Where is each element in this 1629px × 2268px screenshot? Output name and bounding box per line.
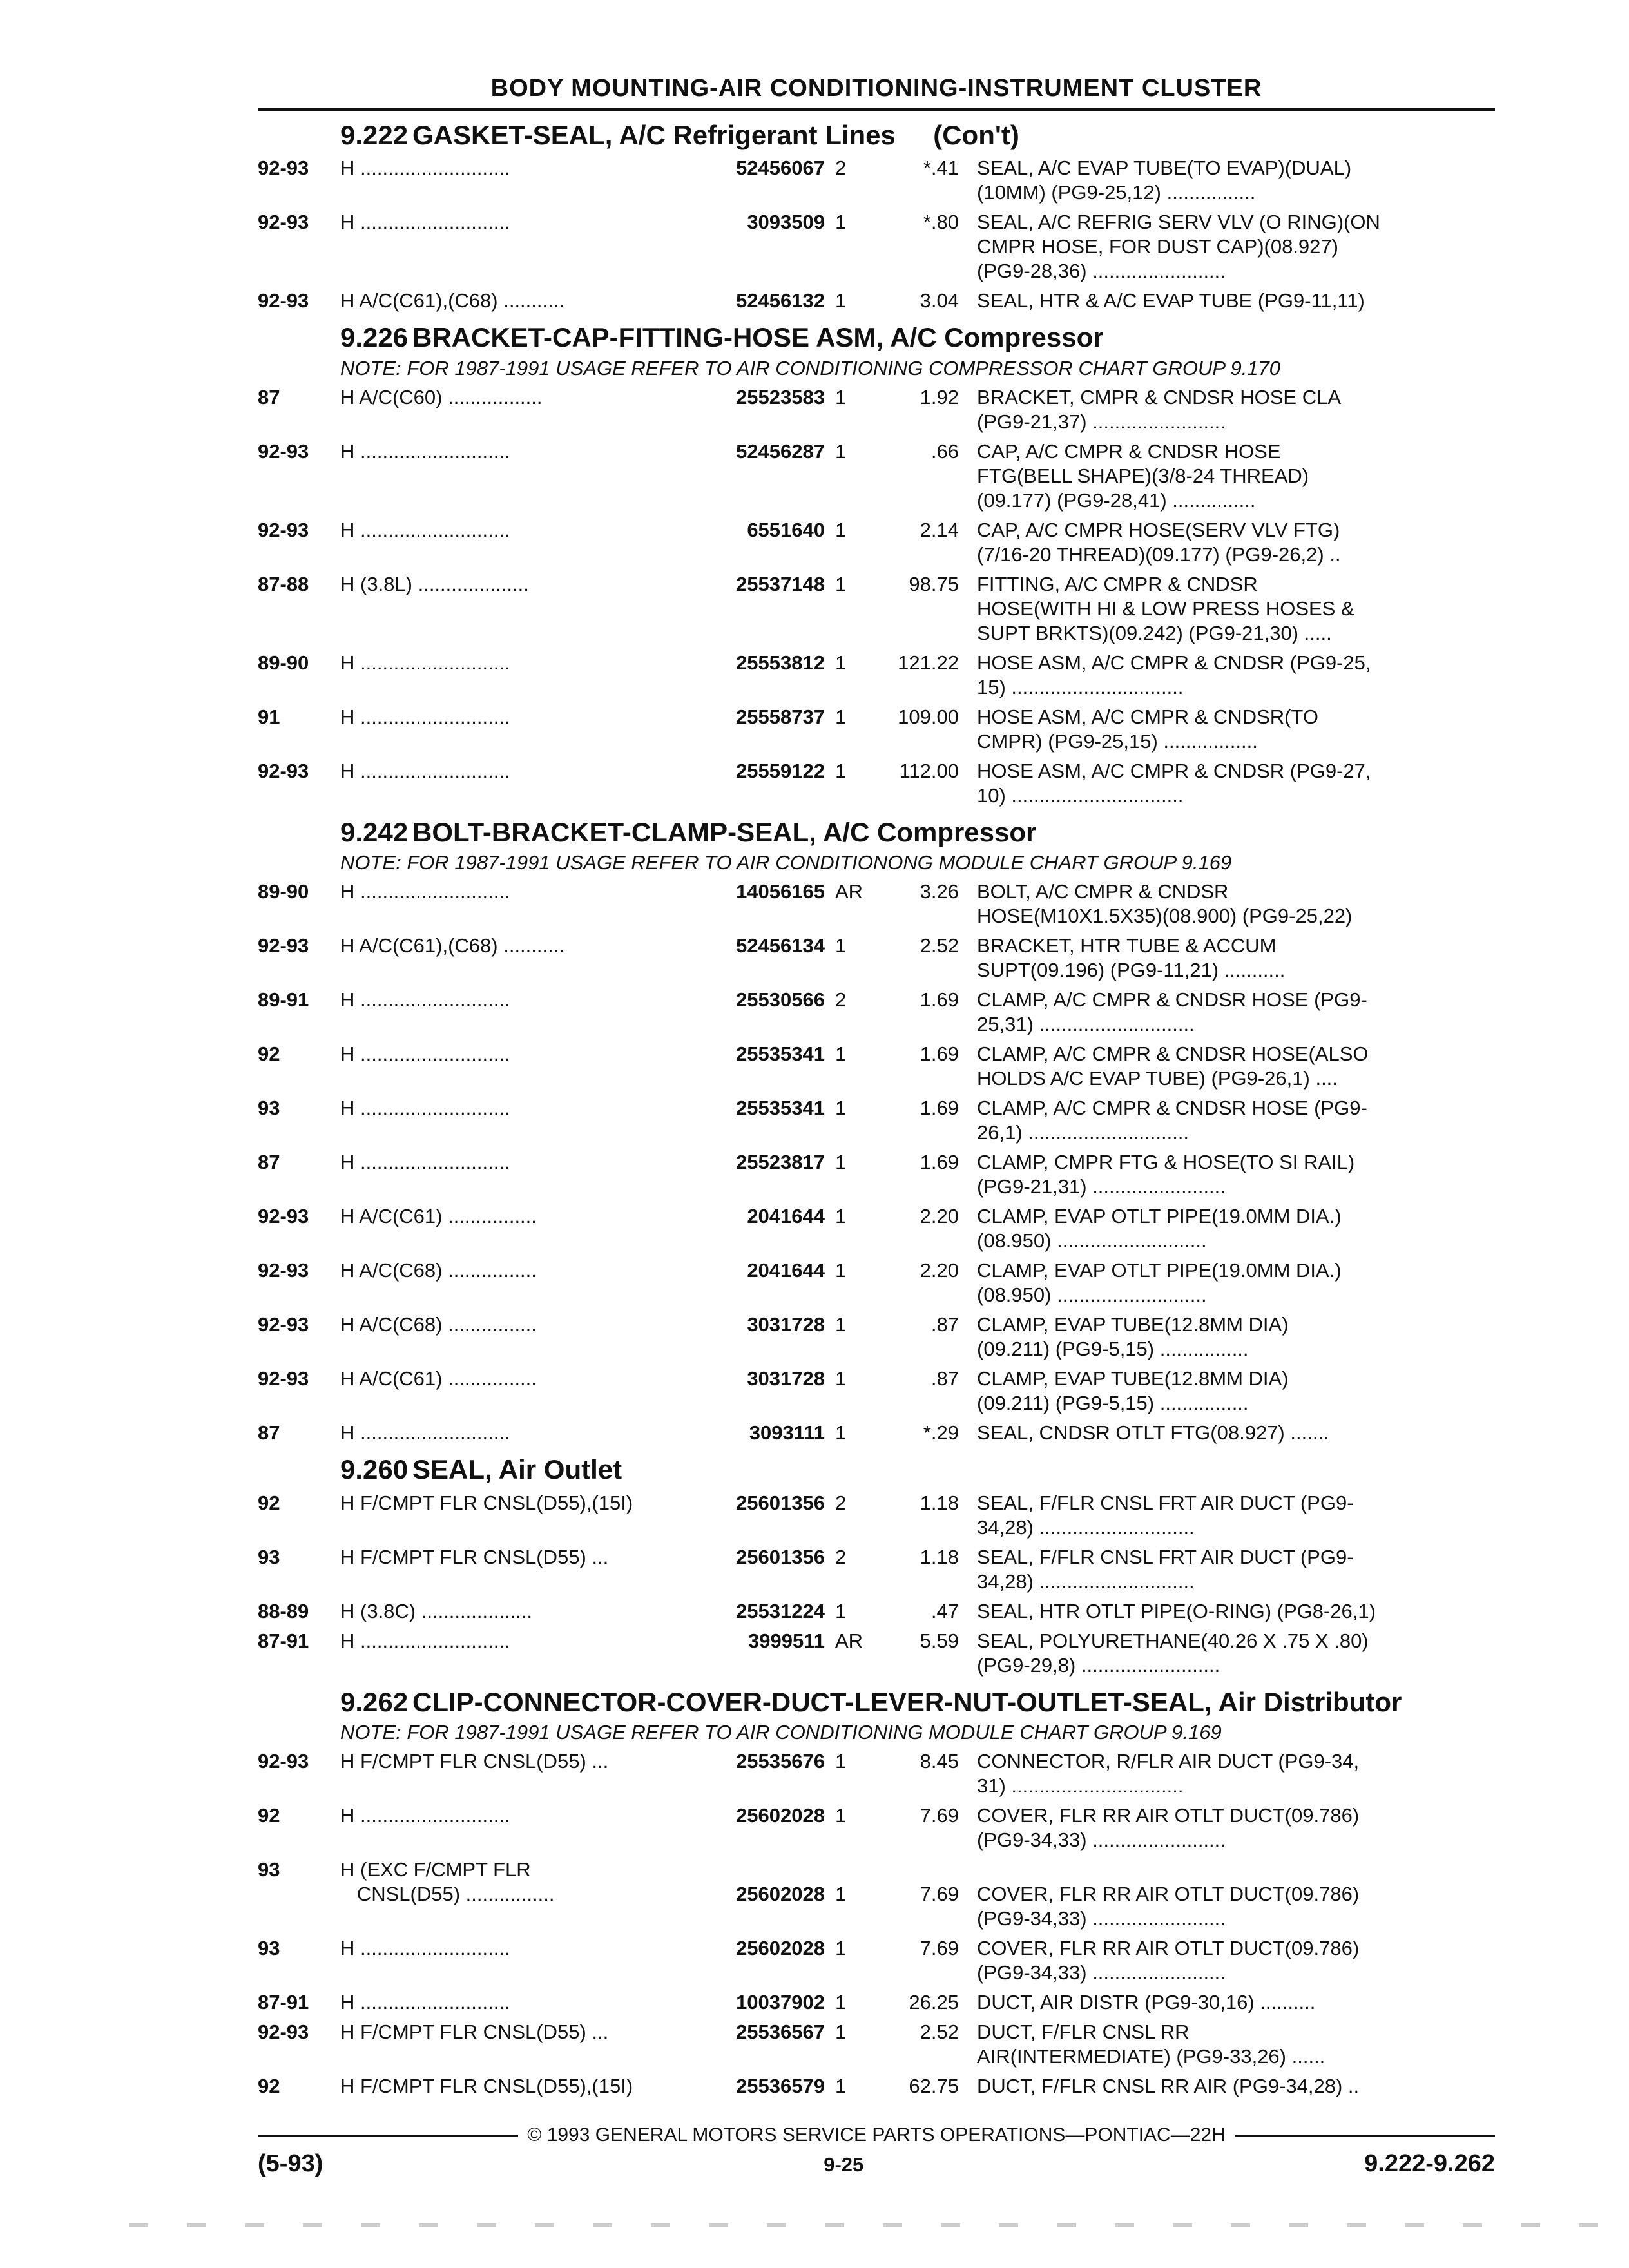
- row-part-number: 25602028: [736, 1804, 825, 1827]
- section-number: 9.260: [340, 1454, 409, 1485]
- footer-date: (5-93): [258, 2150, 323, 2178]
- row-quantity: 1: [835, 572, 847, 595]
- part-row: [258, 1042, 1495, 1091]
- part-row: [258, 759, 1495, 808]
- row-description: BOLT, A/C CMPR & CNDSR HOSE(M10X1.5X35)(08.900) (PG9-25,22): [977, 880, 1353, 928]
- row-part-number: 25602028: [736, 1883, 825, 1906]
- row-description: BRACKET, HTR TUBE & ACCUM SUPT(09.196) (PG9-11,21) ...........: [977, 934, 1286, 982]
- row-price: *.29: [923, 1421, 959, 1445]
- section-heading: [258, 322, 1495, 353]
- row-part-number: 3031728: [747, 1313, 825, 1336]
- row-part-number: 25601356: [736, 1491, 825, 1514]
- row-year: 87-88: [258, 572, 309, 595]
- row-quantity: 1: [835, 1937, 847, 1960]
- part-row: [258, 1204, 1495, 1253]
- row-price: 2.52: [920, 934, 959, 957]
- part-row: [258, 1491, 1495, 1540]
- part-row: [258, 651, 1495, 700]
- row-model: H ...........................: [340, 1097, 510, 1120]
- row-price: 3.26: [920, 880, 959, 903]
- row-part-number: 25535341: [736, 1097, 825, 1120]
- row-part-number: 25536567: [736, 2021, 825, 2044]
- section-note: NOTE: FOR 1987-1991 USAGE REFER TO AIR CONDITIONING COMPRESSOR CHART GROUP 9.170: [340, 356, 1281, 380]
- row-price: 7.69: [920, 1804, 959, 1827]
- row-quantity: 2: [835, 988, 847, 1012]
- row-part-number: 14056165: [736, 880, 825, 903]
- row-model: H A/C(C61),(C68) ...........: [340, 934, 564, 957]
- part-row: [258, 879, 1495, 928]
- row-quantity: 1: [835, 1750, 847, 1773]
- row-price: 7.69: [920, 1883, 959, 1906]
- row-description: CLAMP, A/C CMPR & CNDSR HOSE (PG9- 25,31) ............................: [977, 988, 1367, 1036]
- row-model: H ...........................: [340, 651, 510, 674]
- section-note: NOTE: FOR 1987-1991 USAGE REFER TO AIR CONDITIONONG MODULE CHART GROUP 9.169: [340, 851, 1232, 874]
- row-quantity: 1: [835, 1151, 847, 1174]
- section-title: BRACKET-CAP-FITTING-HOSE ASM, A/C Compressor: [412, 322, 1104, 353]
- row-model: H ...........................: [340, 880, 510, 903]
- row-description: HOSE ASM, A/C CMPR & CNDSR(TO CMPR) (PG9-25,15) .................: [977, 705, 1318, 753]
- part-row: [258, 1096, 1495, 1145]
- row-part-number: 3999511: [748, 1629, 825, 1652]
- row-year: 92: [258, 2075, 280, 2098]
- row-price: .87: [930, 1313, 959, 1336]
- row-description: DUCT, F/FLR CNSL RR AIR(INTERMEDIATE) (PG9-33,26) ......: [977, 2021, 1325, 2068]
- row-description: COVER, FLR RR AIR OTLT DUCT(09.786) (PG9-34,33) ........................: [977, 1883, 1360, 1930]
- part-row: [258, 2074, 1495, 2099]
- row-model: H A/C(C61) ................: [340, 1367, 537, 1390]
- row-quantity: 1: [835, 1599, 847, 1622]
- page-header: BODY MOUNTING-AIR CONDITIONING-INSTRUMENT CLUSTER: [258, 75, 1495, 111]
- row-year: 93: [258, 1097, 280, 1120]
- row-year: 92-93: [258, 211, 309, 234]
- section-heading: [258, 817, 1495, 848]
- part-row: [258, 385, 1495, 434]
- row-year: 92: [258, 1043, 280, 1066]
- row-part-number: 2041644: [747, 1259, 825, 1282]
- section-number: 9.262: [340, 1686, 409, 1717]
- row-quantity: 1: [835, 211, 847, 234]
- row-model: H A/C(C68) ................: [340, 1313, 537, 1336]
- row-price: .87: [930, 1367, 959, 1390]
- row-description: CAP, A/C CMPR HOSE(SERV VLV FTG) (7/16-20 THREAD)(09.177) (PG9-26,2) ..: [977, 518, 1341, 566]
- row-part-number: 52456287: [736, 439, 825, 463]
- row-year: 92-93: [258, 1259, 309, 1282]
- row-price: 1.69: [920, 1043, 959, 1066]
- row-model: H ...........................: [340, 1937, 510, 1960]
- row-description: CONNECTOR, R/FLR AIR DUCT (PG9-34, 31) ...............................: [977, 1750, 1360, 1798]
- row-model: H A/C(C61) ................: [340, 1205, 537, 1228]
- row-model: H A/C(C60) .................: [340, 385, 543, 408]
- row-quantity: 1: [835, 759, 847, 782]
- footer-copyright: © 1993 GENERAL MOTORS SERVICE PARTS OPERATIONS—PONTIAC—22H: [527, 2124, 1226, 2146]
- row-description: CLAMP, A/C CMPR & CNDSR HOSE(ALSO HOLDS A/C EVAP TUBE) (PG9-26,1) ....: [977, 1043, 1369, 1090]
- row-price: 98.75: [909, 572, 959, 595]
- row-year: 92-93: [258, 157, 309, 180]
- row-description: SEAL, A/C REFRIG SERV VLV (O RING)(ON CMPR HOSE, FOR DUST CAP)(08.927) (PG9-28,36) ........................: [977, 211, 1380, 283]
- section-title: SEAL, Air Outlet: [412, 1454, 622, 1485]
- footer-page-number: 9-25: [824, 2153, 864, 2177]
- row-description: SEAL, POLYURETHANE(40.26 X .75 X .80) (PG9-29,8) .........................: [977, 1629, 1369, 1677]
- footer-copyright-line: [258, 2124, 1495, 2146]
- row-price: 1.92: [920, 385, 959, 408]
- section-title: BOLT-BRACKET-CLAMP-SEAL, A/C Compressor: [412, 816, 1037, 847]
- row-year: 92-93: [258, 1367, 309, 1390]
- row-year: 93: [258, 1937, 280, 1960]
- row-description: HOSE ASM, A/C CMPR & CNDSR (PG9-25, 15) ...............................: [977, 651, 1371, 698]
- row-year: 92-93: [258, 1205, 309, 1228]
- row-price: *.80: [923, 211, 959, 234]
- row-price: 109.00: [898, 705, 959, 728]
- row-description: CLAMP, A/C CMPR & CNDSR HOSE (PG9- 26,1) .............................: [977, 1097, 1367, 1144]
- row-quantity: 2: [835, 1491, 847, 1514]
- row-part-number: 25535341: [736, 1043, 825, 1066]
- row-part-number: 6551640: [747, 518, 825, 541]
- row-quantity: 2: [835, 157, 847, 180]
- row-quantity: 1: [835, 1367, 847, 1390]
- section-number: 9.222: [340, 120, 409, 150]
- row-description: CLAMP, EVAP OTLT PIPE(19.0MM DIA.) (08.950) ...........................: [977, 1259, 1342, 1307]
- row-description: DUCT, AIR DISTR (PG9-30,16) ..........: [977, 1991, 1316, 2014]
- row-year: 92-93: [258, 439, 309, 463]
- row-price: 2.20: [920, 1259, 959, 1282]
- row-model: H ...........................: [340, 988, 510, 1012]
- row-quantity: 1: [835, 934, 847, 957]
- row-price: .66: [930, 439, 959, 463]
- row-year: 89-90: [258, 880, 309, 903]
- part-row: [258, 289, 1495, 313]
- row-model: H ...........................: [340, 1151, 510, 1174]
- row-description: FITTING, A/C CMPR & CNDSR HOSE(WITH HI & LOW PRESS HOSES & SUPT BRKTS)(09.242) (PG9-21,30) .....: [977, 572, 1354, 644]
- row-year: 93: [258, 1545, 280, 1568]
- row-description: SEAL, CNDSR OTLT FTG(08.927) .......: [977, 1421, 1329, 1445]
- row-description: BRACKET, CMPR & CNDSR HOSE CLA (PG9-21,37) ........................: [977, 385, 1341, 433]
- row-part-number: 25531224: [736, 1599, 825, 1622]
- row-year: 92: [258, 1491, 280, 1514]
- row-model: H ...........................: [340, 759, 510, 782]
- row-model: H ...........................: [340, 1804, 510, 1827]
- part-row: [258, 1421, 1495, 1445]
- row-year: 91: [258, 705, 280, 728]
- row-model: H (EXC F/CMPT FLR CNSL(D55) ................: [340, 1858, 555, 1906]
- row-quantity: AR: [835, 1629, 863, 1652]
- row-year: 92-93: [258, 518, 309, 541]
- footer-bottom: [258, 2150, 1495, 2178]
- row-price: 2.52: [920, 2021, 959, 2044]
- row-part-number: 3093111: [749, 1421, 825, 1445]
- row-part-number: 25559122: [736, 759, 825, 782]
- row-price: 3.04: [920, 289, 959, 312]
- part-row: [258, 1367, 1495, 1416]
- row-year: 87-91: [258, 1991, 309, 2014]
- row-part-number: 10037902: [736, 1991, 825, 2014]
- row-price: 121.22: [898, 651, 959, 674]
- part-row: [258, 518, 1495, 567]
- row-price: *.41: [923, 157, 959, 180]
- row-description: DUCT, F/FLR CNSL RR AIR (PG9-34,28) ..: [977, 2075, 1360, 2098]
- row-part-number: 25536579: [736, 2075, 825, 2098]
- row-model: H F/CMPT FLR CNSL(D55) ...: [340, 1545, 609, 1568]
- row-part-number: 25537148: [736, 572, 825, 595]
- row-quantity: 1: [835, 1804, 847, 1827]
- row-price: 1.18: [920, 1545, 959, 1568]
- row-part-number: 25523817: [736, 1151, 825, 1174]
- part-row: [258, 1629, 1495, 1678]
- row-year: 92-93: [258, 759, 309, 782]
- row-model: H ...........................: [340, 1421, 510, 1445]
- row-model: H F/CMPT FLR CNSL(D55) ...: [340, 1750, 609, 1773]
- part-row: [258, 988, 1495, 1037]
- row-model: H ...........................: [340, 157, 510, 180]
- row-description: CLAMP, CMPR FTG & HOSE(TO SI RAIL) (PG9-21,31) ........................: [977, 1151, 1355, 1198]
- row-year: 89-91: [258, 988, 309, 1012]
- row-year: 92-93: [258, 1750, 309, 1773]
- row-part-number: 25553812: [736, 651, 825, 674]
- row-price: 2.14: [920, 518, 959, 541]
- row-part-number: 52456067: [736, 157, 825, 180]
- footer-rule-right: [1235, 2135, 1495, 2137]
- part-row: [258, 439, 1495, 513]
- row-price: 112.00: [899, 759, 959, 782]
- row-quantity: 1: [835, 651, 847, 674]
- row-quantity: 1: [835, 2021, 847, 2044]
- part-row: [258, 156, 1495, 205]
- footer-range: 9.222-9.262: [1364, 2150, 1495, 2178]
- row-model: H ...........................: [340, 705, 510, 728]
- row-description: COVER, FLR RR AIR OTLT DUCT(09.786) (PG9-34,33) ........................: [977, 1804, 1360, 1852]
- row-model: H ...........................: [340, 439, 510, 463]
- section-note: NOTE: FOR 1987-1991 USAGE REFER TO AIR CONDITIONING MODULE CHART GROUP 9.169: [340, 1720, 1222, 1744]
- section-number: 9.242: [340, 816, 409, 847]
- part-row: [258, 1858, 1495, 1931]
- row-part-number: 25523583: [736, 385, 825, 408]
- row-year: 92-93: [258, 2021, 309, 2044]
- row-quantity: 1: [835, 439, 847, 463]
- row-price: .47: [930, 1599, 959, 1622]
- row-quantity: 1: [835, 1313, 847, 1336]
- row-price: 1.69: [920, 988, 959, 1012]
- row-quantity: 1: [835, 2075, 847, 2098]
- row-description: CAP, A/C CMPR & CNDSR HOSE FTG(BELL SHAPE)(3/8-24 THREAD) (09.177) (PG9-28,41) ...............: [977, 439, 1309, 512]
- part-row: [258, 572, 1495, 646]
- part-row: [258, 1749, 1495, 1798]
- part-row: [258, 1990, 1495, 2015]
- row-description: SEAL, F/FLR CNSL FRT AIR DUCT (PG9- 34,28) ............................: [977, 1545, 1354, 1593]
- row-part-number: 52456134: [736, 934, 825, 957]
- section-number: 9.226: [340, 322, 409, 353]
- row-description: SEAL, A/C EVAP TUBE(TO EVAP)(DUAL) (10MM) (PG9-25,12) ................: [977, 157, 1352, 204]
- row-quantity: AR: [835, 880, 863, 903]
- part-row: [258, 210, 1495, 284]
- part-row: [258, 934, 1495, 983]
- row-year: 92: [258, 1804, 280, 1827]
- row-model: H ...........................: [340, 1043, 510, 1066]
- row-model: H A/C(C68) ................: [340, 1259, 537, 1282]
- row-model: H (3.8L) ....................: [340, 572, 529, 595]
- row-model: H ...........................: [340, 1629, 510, 1652]
- part-row: [258, 1545, 1495, 1594]
- row-model: H F/CMPT FLR CNSL(D55),(15I): [340, 2075, 633, 2098]
- row-year: 89-90: [258, 651, 309, 674]
- row-quantity: 2: [835, 1545, 847, 1568]
- row-part-number: 52456132: [736, 289, 825, 312]
- row-quantity: 1: [835, 1097, 847, 1120]
- section-heading: [258, 1454, 1495, 1485]
- part-row: [258, 1312, 1495, 1361]
- sections-container: [258, 120, 1495, 2099]
- row-price: 62.75: [909, 2075, 959, 2098]
- row-description: CLAMP, EVAP TUBE(12.8MM DIA) (09.211) (PG9-5,15) ................: [977, 1313, 1289, 1361]
- row-quantity: 1: [835, 1205, 847, 1228]
- row-description: SEAL, HTR & A/C EVAP TUBE (PG9-11,11): [977, 289, 1365, 312]
- section-title: CLIP-CONNECTOR-COVER-DUCT-LEVER-NUT-OUTLET-SEAL, Air Distributor: [412, 1686, 1402, 1717]
- row-description: COVER, FLR RR AIR OTLT DUCT(09.786) (PG9-34,33) ........................: [977, 1937, 1360, 1984]
- section-heading: [258, 120, 1495, 151]
- row-quantity: 1: [835, 1421, 847, 1445]
- row-model: H F/CMPT FLR CNSL(D55) ...: [340, 2021, 609, 2044]
- row-quantity: 1: [835, 289, 847, 312]
- row-quantity: 1: [835, 1043, 847, 1066]
- row-part-number: 3093509: [747, 211, 825, 234]
- row-model: H ...........................: [340, 1991, 510, 2014]
- row-year: 87: [258, 1151, 280, 1174]
- row-year: 92-93: [258, 289, 309, 312]
- row-quantity: 1: [835, 705, 847, 728]
- row-price: 1.69: [920, 1151, 959, 1174]
- row-year: 87: [258, 385, 280, 408]
- row-model: H ...........................: [340, 211, 510, 234]
- row-price: 7.69: [920, 1937, 959, 1960]
- row-part-number: 25602028: [736, 1937, 825, 1960]
- row-price: 2.20: [920, 1205, 959, 1228]
- row-quantity: 1: [835, 518, 847, 541]
- row-price: 5.59: [920, 1629, 959, 1652]
- row-part-number: 25601356: [736, 1545, 825, 1568]
- part-row: [258, 1150, 1495, 1199]
- row-model: H A/C(C61),(C68) ...........: [340, 289, 564, 312]
- part-row: [258, 1936, 1495, 1985]
- row-part-number: 25530566: [736, 988, 825, 1012]
- row-part-number: 25535676: [736, 1750, 825, 1773]
- part-row: [258, 705, 1495, 754]
- scan-artifact-line: [129, 2223, 1611, 2227]
- catalog-page: [258, 75, 1495, 2178]
- row-price: 8.45: [920, 1750, 959, 1773]
- row-year: 92-93: [258, 934, 309, 957]
- section-title: GASKET-SEAL, A/C Refrigerant Lines (Con't): [412, 120, 1019, 150]
- row-year: 87: [258, 1421, 280, 1445]
- part-row: [258, 1803, 1495, 1852]
- row-description: SEAL, HTR OTLT PIPE(O-RING) (PG8-26,1): [977, 1599, 1376, 1622]
- row-price: 26.25: [909, 1991, 959, 2014]
- row-quantity: 1: [835, 1259, 847, 1282]
- row-year: 87-91: [258, 1629, 309, 1652]
- row-model: H ...........................: [340, 518, 510, 541]
- footer-rule-left: [258, 2135, 518, 2137]
- row-quantity: 1: [835, 385, 847, 408]
- row-model: H F/CMPT FLR CNSL(D55),(15I): [340, 1491, 633, 1514]
- row-price: 1.69: [920, 1097, 959, 1120]
- row-quantity: 1: [835, 1883, 847, 1906]
- part-row: [258, 2020, 1495, 2069]
- row-description: CLAMP, EVAP TUBE(12.8MM DIA) (09.211) (PG9-5,15) ................: [977, 1367, 1289, 1415]
- row-year: 88-89: [258, 1599, 309, 1622]
- part-row: [258, 1599, 1495, 1624]
- row-part-number: 25558737: [736, 705, 825, 728]
- section-heading: [258, 1687, 1495, 1718]
- row-year: 93: [258, 1858, 280, 1881]
- row-quantity: 1: [835, 1991, 847, 2014]
- row-model: H (3.8C) ....................: [340, 1599, 532, 1622]
- row-description: HOSE ASM, A/C CMPR & CNDSR (PG9-27, 10) ...............................: [977, 759, 1371, 807]
- row-part-number: 2041644: [747, 1205, 825, 1228]
- row-description: SEAL, F/FLR CNSL FRT AIR DUCT (PG9- 34,28) ............................: [977, 1491, 1354, 1539]
- row-year: 92-93: [258, 1313, 309, 1336]
- row-description: CLAMP, EVAP OTLT PIPE(19.0MM DIA.) (08.950) ...........................: [977, 1205, 1342, 1253]
- part-row: [258, 1258, 1495, 1307]
- row-part-number: 3031728: [747, 1367, 825, 1390]
- row-price: 1.18: [920, 1491, 959, 1514]
